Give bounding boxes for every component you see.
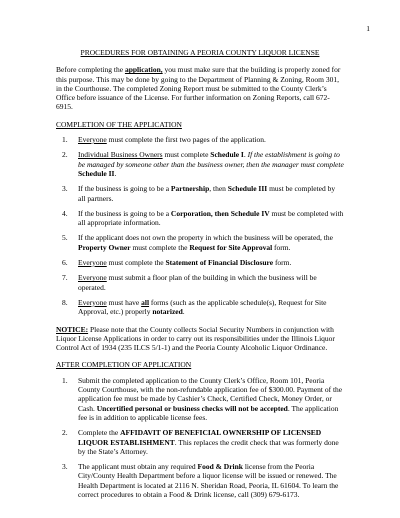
completion-heading: COMPLETION OF THE APPLICATION (56, 119, 182, 129)
completion-item-6: 6. Everyone must complete the Statement of Financial Disclosure form. (62, 258, 292, 268)
after-item-2: 2. Complete the AFFIDAVIT OF BENEFICIAL OWNERSHIP OF LICENSED LIQUOR ESTABLISHMENT. This replaces the credit check that was formerly done by the State’s Attorney. (62, 428, 339, 456)
page-number: 1 (366, 24, 370, 33)
completion-item-2: 2. Individual Business Owners must complete Schedule I. If the establishment is going to be managed by someone other than the business owner, then the manager must complete Schedule II. (62, 150, 344, 178)
completion-item-5: 5. If the applicant does not own the property in which the business will be operated, the Property Owner must complete the Request for Site Approval form. (62, 233, 333, 252)
after-heading: AFTER COMPLETION OF APPLICATION (56, 360, 192, 370)
intro-paragraph: Before completing the application, you must make sure that the building is properly zoned for this purpose. This may be done by going to the Department of Planning & Zoning, Room 301, in the Courthouse. The completed Zoning Report must be submitted to the County Clerk’s Office before issuance of the License. For further information on Zoning Reports, call 672-6915. (56, 65, 341, 112)
completion-item-4: 4. If the business is going to be a Corporation, then Schedule IV must be completed with all appropriate information. (62, 208, 344, 228)
notice-paragraph: NOTICE: Please note that the County collects Social Security Numbers in conjunction with Liquor License Applications in order to carry out its responsibilities under the Illinois Liquor Control Act of 1934 (235 ILCS 5/1-1) and the Peoria County Alcoholic Liquor Ordinance. (56, 324, 335, 353)
after-item-3: 3. The applicant must obtain any required Food & Drink license from the Peoria City/County Health Department before a liquor license will be issued or renewed. The Health Department is located at 2116 N. Sheridan Road, Peoria, IL 61604. To learn the correct procedures to obtain a Food & Drink license, call (309) 679-6173. (62, 462, 339, 499)
completion-item-3: 3. If the business is going to be a Partnership, then Schedule III must be completed by all partners. (62, 184, 336, 203)
completion-item-7: 7. Everyone must submit a floor plan of the building in which the business will be operated. (62, 273, 317, 292)
completion-list (56, 135, 344, 316)
completion-item-1: 1. Everyone must complete the first two pages of the application. (62, 135, 266, 145)
completion-item-8: 8. Everyone must have all forms (such as the applicable schedule(s), Request for Site Approval, etc.) properly notarized. (62, 297, 327, 317)
notice-label: NOTICE: (56, 324, 89, 334)
after-item-1: 1. Submit the completed application to the County Clerk’s Office, Room 101, Peoria County Courthouse, with the non-refundable application fee of $300.00. Payment of the application fee must be made by Cashier’s Check, Certified Check, Money Order, or Cash. Uncertified personal or business checks will not be accepted. The application fee is in addition to applicable license fees. (62, 375, 343, 422)
after-list (56, 376, 344, 500)
document-title: PROCEDURES FOR OBTAINING A PEORIA COUNTY LIQUOR LICENSE (80, 48, 320, 57)
application-link[interactable]: application, (124, 65, 163, 75)
